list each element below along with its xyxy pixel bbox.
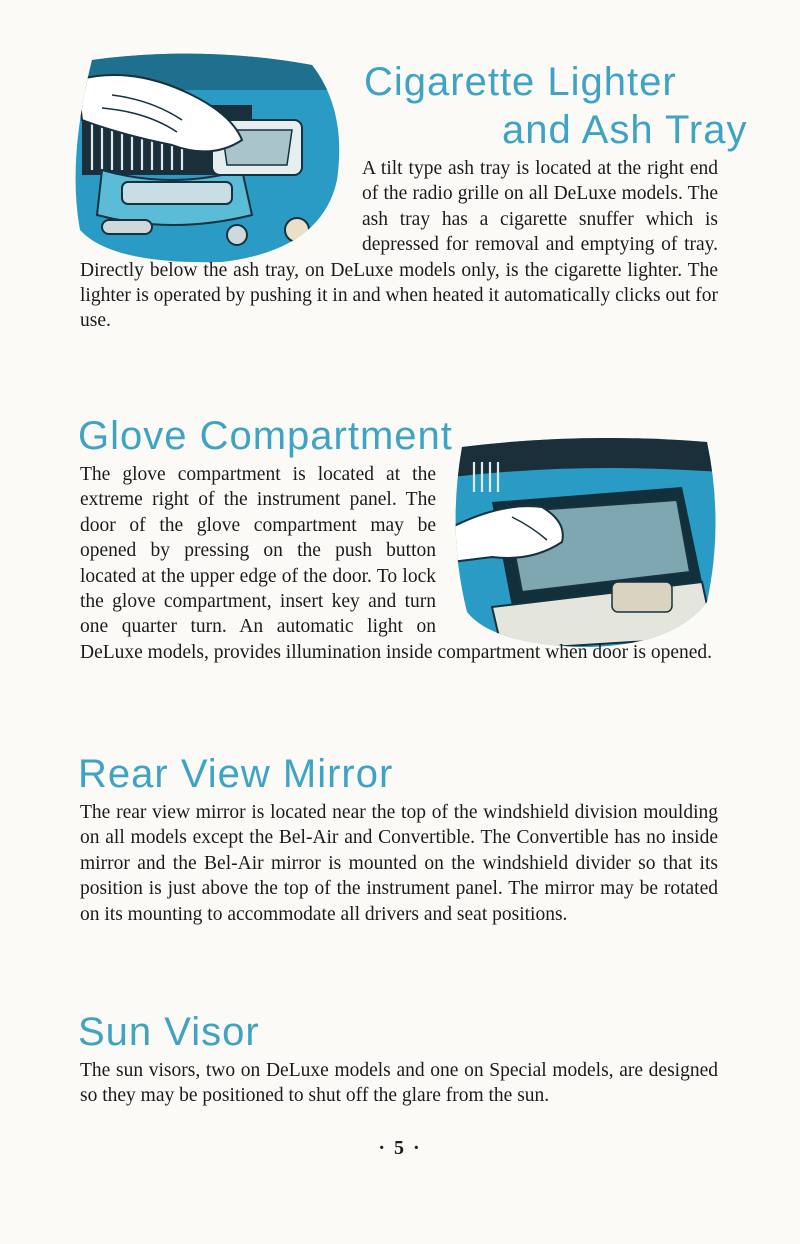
mirror-heading: Rear View Mirror xyxy=(78,752,394,796)
lighter-body: A tilt type ash tray is located at the right end of the radio grille on all DeLuxe models. The ash tray has a cigarette snuffer which is depressed for removal and emptying of tray. Directly below the ash tray, on DeLuxe models only, is the cigarette lighter. The lighter is operated by pushing it in and when heated it automatically clicks out for use. xyxy=(80,158,718,332)
wrap-spacer xyxy=(436,462,718,639)
mirror-body: The rear view mirror is located near the top of the windshield division moulding on all models except the Bel-Air and Convertible. The Convertible has no inside mirror and the Bel-Air mirror is mounted on the windshield divider so that its position is just above the top of the instrument panel. The mirror may be rotated on its mounting to accommodate all drivers and seat positions. xyxy=(80,802,718,925)
visor-body: The sun visors, two on DeLuxe models and one on Special models, are designed so they may be positioned to shut off the glare from the sun. xyxy=(80,1060,718,1107)
visor-heading: Sun Visor xyxy=(78,1010,260,1054)
lighter-heading-line1: Cigarette Lighter xyxy=(364,60,677,104)
glove-body: The glove compartment is located at the extreme right of the instrument panel. The door of the glove compartment may be opened by pressing on the push button located at the upper edge of the door. To lock the glove compartment, insert key and turn one quarter turn. An automatic light on DeLuxe models, provides illumination inside compartment when door is opened. xyxy=(80,462,718,665)
wrap-spacer xyxy=(80,156,362,257)
page-number: · 5 · xyxy=(378,1137,422,1159)
glove-heading: Glove Compartment xyxy=(78,414,453,458)
lighter-heading-line2: and Ash Tray xyxy=(502,108,748,152)
